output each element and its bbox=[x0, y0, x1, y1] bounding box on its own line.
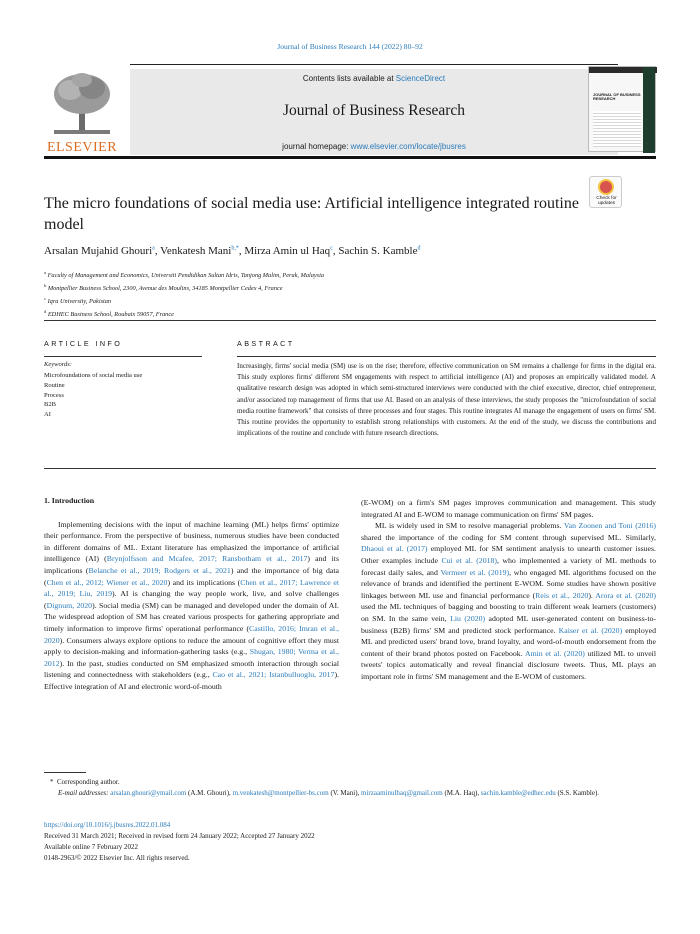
body-text: ). bbox=[588, 590, 596, 600]
affiliation-text: Faculty of Management and Economics, Universiti Pendidikan Sultan Idris, Tanjong Malim, Perak, Malaysia bbox=[46, 272, 325, 280]
citation-link[interactable]: Chen et al., 2017; Lawrence et al., 2019; Liu, 2019 bbox=[44, 577, 340, 599]
citation-link[interactable]: Vermeer et al. (2019) bbox=[440, 567, 510, 577]
author-separator: , bbox=[238, 245, 245, 257]
citation-link[interactable]: Shugan, 1980; Verma et al., 2012 bbox=[44, 647, 339, 668]
affiliation-item bbox=[44, 307, 604, 320]
keyword-item: Process bbox=[44, 391, 64, 399]
corresponding-label: Corresponding author. bbox=[57, 778, 120, 786]
body-text: Implementing decisions with the input of machine learning (ML) helps firms' optimize their performance. From the perspective of business, numerous studies have been conducted in different domains of ML. Extant literature has emphasized the importance of artificial intelligence (AI) ( bbox=[44, 519, 339, 564]
footnote-rule bbox=[44, 772, 86, 773]
author-name[interactable]: Sachin S. Kamble bbox=[338, 245, 418, 257]
homepage-line bbox=[130, 142, 618, 151]
affiliation-text: Montpellier Business School, 2300, Avenue des Moulins, 34185 Montpellier Cedex 4, France bbox=[46, 285, 283, 293]
citation-link[interactable]: Castillo, 2016; Imran et al., 2020 bbox=[44, 623, 339, 645]
body-text: ) and its implications ( bbox=[167, 577, 241, 587]
body-paragraph bbox=[361, 520, 656, 682]
citation-link[interactable]: Arora et al. (2020) bbox=[595, 590, 656, 600]
sciencedirect-link[interactable]: ScienceDirect bbox=[395, 74, 446, 83]
citation-link[interactable]: Amin et al. (2020) bbox=[524, 648, 585, 658]
citation-link[interactable]: Dignum, 2020 bbox=[46, 600, 93, 610]
contents-prefix: Contents lists available at bbox=[302, 74, 396, 83]
section-heading: 1. Introduction bbox=[44, 496, 95, 505]
author-affiliation-mark[interactable]: c bbox=[330, 245, 333, 252]
author-affiliation-mark[interactable]: b,* bbox=[231, 245, 239, 252]
citation-link[interactable]: Belanche et al., 2019; Rodgers et al., 2021 bbox=[88, 565, 231, 575]
keyword-item: Microfoundations of social media use bbox=[44, 372, 143, 379]
body-column-left bbox=[44, 495, 339, 693]
received-dates: Received 31 March 2021; Received in revised form 24 January 2022; Accepted 27 January 2022 bbox=[44, 832, 315, 840]
email-owner: (M.A. Haq), bbox=[442, 789, 481, 797]
email-addresses bbox=[44, 788, 656, 799]
contents-line bbox=[130, 74, 618, 83]
footnote bbox=[44, 777, 656, 799]
keywords-label: Keywords: bbox=[44, 361, 72, 368]
email-link[interactable]: arsalan.ghouri@ymail.com bbox=[110, 789, 187, 797]
journal-masthead bbox=[44, 64, 656, 156]
email-owner: (V. Mani), bbox=[328, 789, 362, 797]
body-text: ) and the importance of big data ( bbox=[44, 565, 340, 587]
body-text: used the ML techniques of bagging and boosting to train different weak learners (customers) on SM. In the same vein, bbox=[361, 602, 656, 623]
journal-title: Journal of Business Research bbox=[282, 102, 466, 119]
affiliation-text: EDHEC Business School, Roubaix 59057, France bbox=[46, 311, 174, 319]
keyword-item: Routine bbox=[44, 381, 65, 389]
email-link[interactable]: mirzaaminulhaq@gmail.com bbox=[361, 789, 443, 797]
affiliation-item bbox=[44, 268, 604, 281]
email-link[interactable]: m.venkatesh@montpellier-bs.com bbox=[232, 789, 329, 797]
affiliation-mark: c bbox=[44, 296, 46, 302]
citation-link[interactable]: Liu (2020) bbox=[450, 613, 486, 623]
body-text: adopted ML user-generated content on business-to-business (B2B) firms' SM and predicted stock performance. bbox=[361, 613, 656, 635]
journal-banner bbox=[130, 69, 618, 155]
email-link[interactable]: sachin.kamble@edhec.edu bbox=[480, 789, 556, 797]
online-date: Available online 7 February 2022 bbox=[44, 843, 138, 851]
email-owner: (A.M. Ghouri), bbox=[186, 789, 233, 797]
author-name[interactable]: Mirza Amin ul Haq bbox=[244, 245, 331, 257]
article-info-rule bbox=[44, 356, 202, 357]
body-text: employed ML and predicted users' brand love, brand loyalty, and word-of-mouth endorsement from the content of their brand photos posted on Facebook. bbox=[361, 625, 656, 658]
citation-link[interactable]: Reis et al., 2020 bbox=[535, 590, 589, 600]
author-name[interactable]: Arsalan Mujahid Ghouri bbox=[44, 245, 153, 257]
body-text: ). AI is changing the way people work, live, and solve challenges ( bbox=[44, 589, 339, 610]
abstract-heading: ABSTRACT bbox=[237, 339, 295, 348]
body-paragraph bbox=[44, 519, 339, 693]
author-affiliation-mark[interactable]: d bbox=[417, 245, 421, 252]
check-for-updates-button[interactable] bbox=[589, 176, 622, 208]
citation-link[interactable]: Chen et al., 2012; Wiener et al., 2020 bbox=[46, 577, 168, 587]
journal-citation[interactable]: Journal of Business Research 144 (2022) 80–92 bbox=[277, 42, 423, 51]
masthead-top-rule bbox=[130, 64, 618, 65]
body-text: , who implemented a variety of ML methods to forecast daily sales, and bbox=[361, 555, 656, 577]
cover-side-strip bbox=[643, 67, 655, 153]
body-text: shared the importance of the coding for SM content through supervised ML. Similarly, bbox=[361, 532, 656, 542]
body-text: ). In the past, studies conducted on SM emphasized smooth interaction through social listening and connectedness with stakeholders (e.g., bbox=[44, 658, 339, 680]
body-text: ) and its implications ( bbox=[44, 554, 339, 575]
body-column-right bbox=[361, 497, 656, 683]
citation-link[interactable]: Cao et al., 2021; Istanbulluoglu, 2017 bbox=[212, 670, 335, 680]
check-updates-icon bbox=[598, 179, 614, 195]
abstract-rule bbox=[237, 356, 656, 357]
body-text: (E-WOM) on a firm's SM pages improves communication and management. This study integrated AI and E-WOM to manage communication on firms' SM pages. bbox=[361, 498, 656, 519]
body-paragraph bbox=[361, 497, 656, 520]
body-text: , who engaged ML algorithms focused on the relevance of brands and identified the pertinent E-WOM. Some studies have shown positive linkages between ML use and financial performance ( bbox=[361, 567, 656, 600]
citation-link[interactable]: Cui et al. (2018) bbox=[441, 555, 497, 565]
author-separator: , bbox=[332, 245, 339, 257]
journal-homepage-link[interactable]: www.elsevier.com/locate/jbusres bbox=[350, 142, 466, 151]
journal-cover-thumbnail[interactable] bbox=[588, 66, 656, 152]
article-info-heading: ARTICLE INFO bbox=[44, 339, 123, 348]
affiliation-mark: b bbox=[44, 283, 47, 289]
citation-link[interactable]: Brynjolfsson and Mcafee, 2017; Ransbotham et al., 2017 bbox=[106, 554, 308, 564]
affiliation-list bbox=[44, 268, 604, 320]
abstract-text: Increasingly, firms' social media (SM) use is on the rise; therefore, effective communication on SM remains a challenge for firms in the digital era. This study explores firms' different SM engagements with respect to artificial intelligence (AI) and proposes an empirically validated model. A qualitative research design was adopted in which semi-structured interviews were conducted with the chief executive, director, chief entrepreneur, and/or associated top management of firms that use AI. Based on an analysis of these interviews, the study proposes the "microfoundation of social media routine framework" that consists of three processes and four stages. This routine integrates AI manage the engagement of users on firms' SM. This routine provides the opportunity to establish strong relationships with customers. At the end of the study, we discuss the contributions and implications of the routine and conclude with future research directions. bbox=[237, 362, 656, 438]
keyword-item: AI bbox=[44, 411, 51, 419]
elsevier-tree-icon bbox=[50, 70, 114, 136]
affiliation-item bbox=[44, 294, 604, 307]
article-dates bbox=[44, 831, 315, 864]
keyword-item: B2B bbox=[44, 401, 56, 409]
homepage-prefix: journal homepage: bbox=[282, 142, 351, 151]
cover-title: JOURNAL OF BUSINESS RESEARCH bbox=[593, 92, 641, 102]
header-divider bbox=[44, 320, 656, 321]
elsevier-logo[interactable] bbox=[44, 70, 120, 156]
author-separator: , bbox=[154, 245, 161, 257]
body-text: ). Social media (SM) can be managed and developed under the domain of AI. The widespread adoption of SM has created various prospects for gathering appropriate and timely information to improve firms' operational performance ( bbox=[44, 600, 339, 633]
author-affiliation-mark[interactable]: a bbox=[152, 245, 155, 252]
affiliation-mark: a bbox=[44, 270, 46, 275]
affiliation-mark: d bbox=[44, 309, 47, 315]
keyword-list bbox=[44, 371, 142, 420]
masthead-bottom-rule bbox=[44, 156, 656, 159]
footnote-star: * bbox=[50, 778, 57, 786]
paper-title: The micro foundations of social media use: Artificial intelligence integrated routine model bbox=[44, 195, 579, 233]
author-list bbox=[44, 245, 644, 257]
doi-link[interactable]: https://doi.org/10.1016/j.jbusres.2022.01.084 bbox=[44, 821, 171, 829]
body-text: utilized ML to unveil tweets' topics automatically and reveal financial disclosure tweets. Thus, ML plays an important role in firms' SM management and the E-WOM of customers. bbox=[361, 648, 657, 681]
abstract-divider bbox=[44, 468, 656, 469]
body-text: employed ML for SM sentiment analysis to unearth customer issues. Other examples include bbox=[361, 544, 656, 565]
email-label: E-mail addresses: bbox=[58, 789, 111, 797]
cover-contents-lines bbox=[593, 111, 641, 147]
citation-link[interactable]: Van Zoonen and Toni (2016) bbox=[563, 521, 657, 531]
publisher-name: ELSEVIER bbox=[46, 140, 118, 155]
citation-link[interactable]: Kaiser et al. (2020) bbox=[558, 625, 623, 635]
body-text: ML is widely used in SM to resolve managerial problems. bbox=[375, 521, 564, 531]
author-name[interactable]: Venkatesh Mani bbox=[160, 245, 232, 257]
copyright-line: 0148-2963/© 2022 Elsevier Inc. All rights reserved. bbox=[44, 854, 190, 862]
body-text: ). Consumers always explore options to reduce the amount of cognitive effort they must apply to decision-making and information-gathering tasks (e.g., bbox=[44, 635, 339, 657]
citation-link[interactable]: Dhaoui et al. (2017) bbox=[361, 544, 428, 554]
email-owner: (S.S. Kamble). bbox=[555, 789, 600, 797]
corresponding-author-note bbox=[44, 777, 656, 788]
affiliation-text: Iqra University, Pakistan bbox=[46, 298, 112, 306]
check-updates-label: Check for updates bbox=[596, 196, 617, 206]
affiliation-item bbox=[44, 281, 604, 294]
body-text: ). Effective integration of AI and electronic word-of-mouth bbox=[44, 670, 339, 691]
